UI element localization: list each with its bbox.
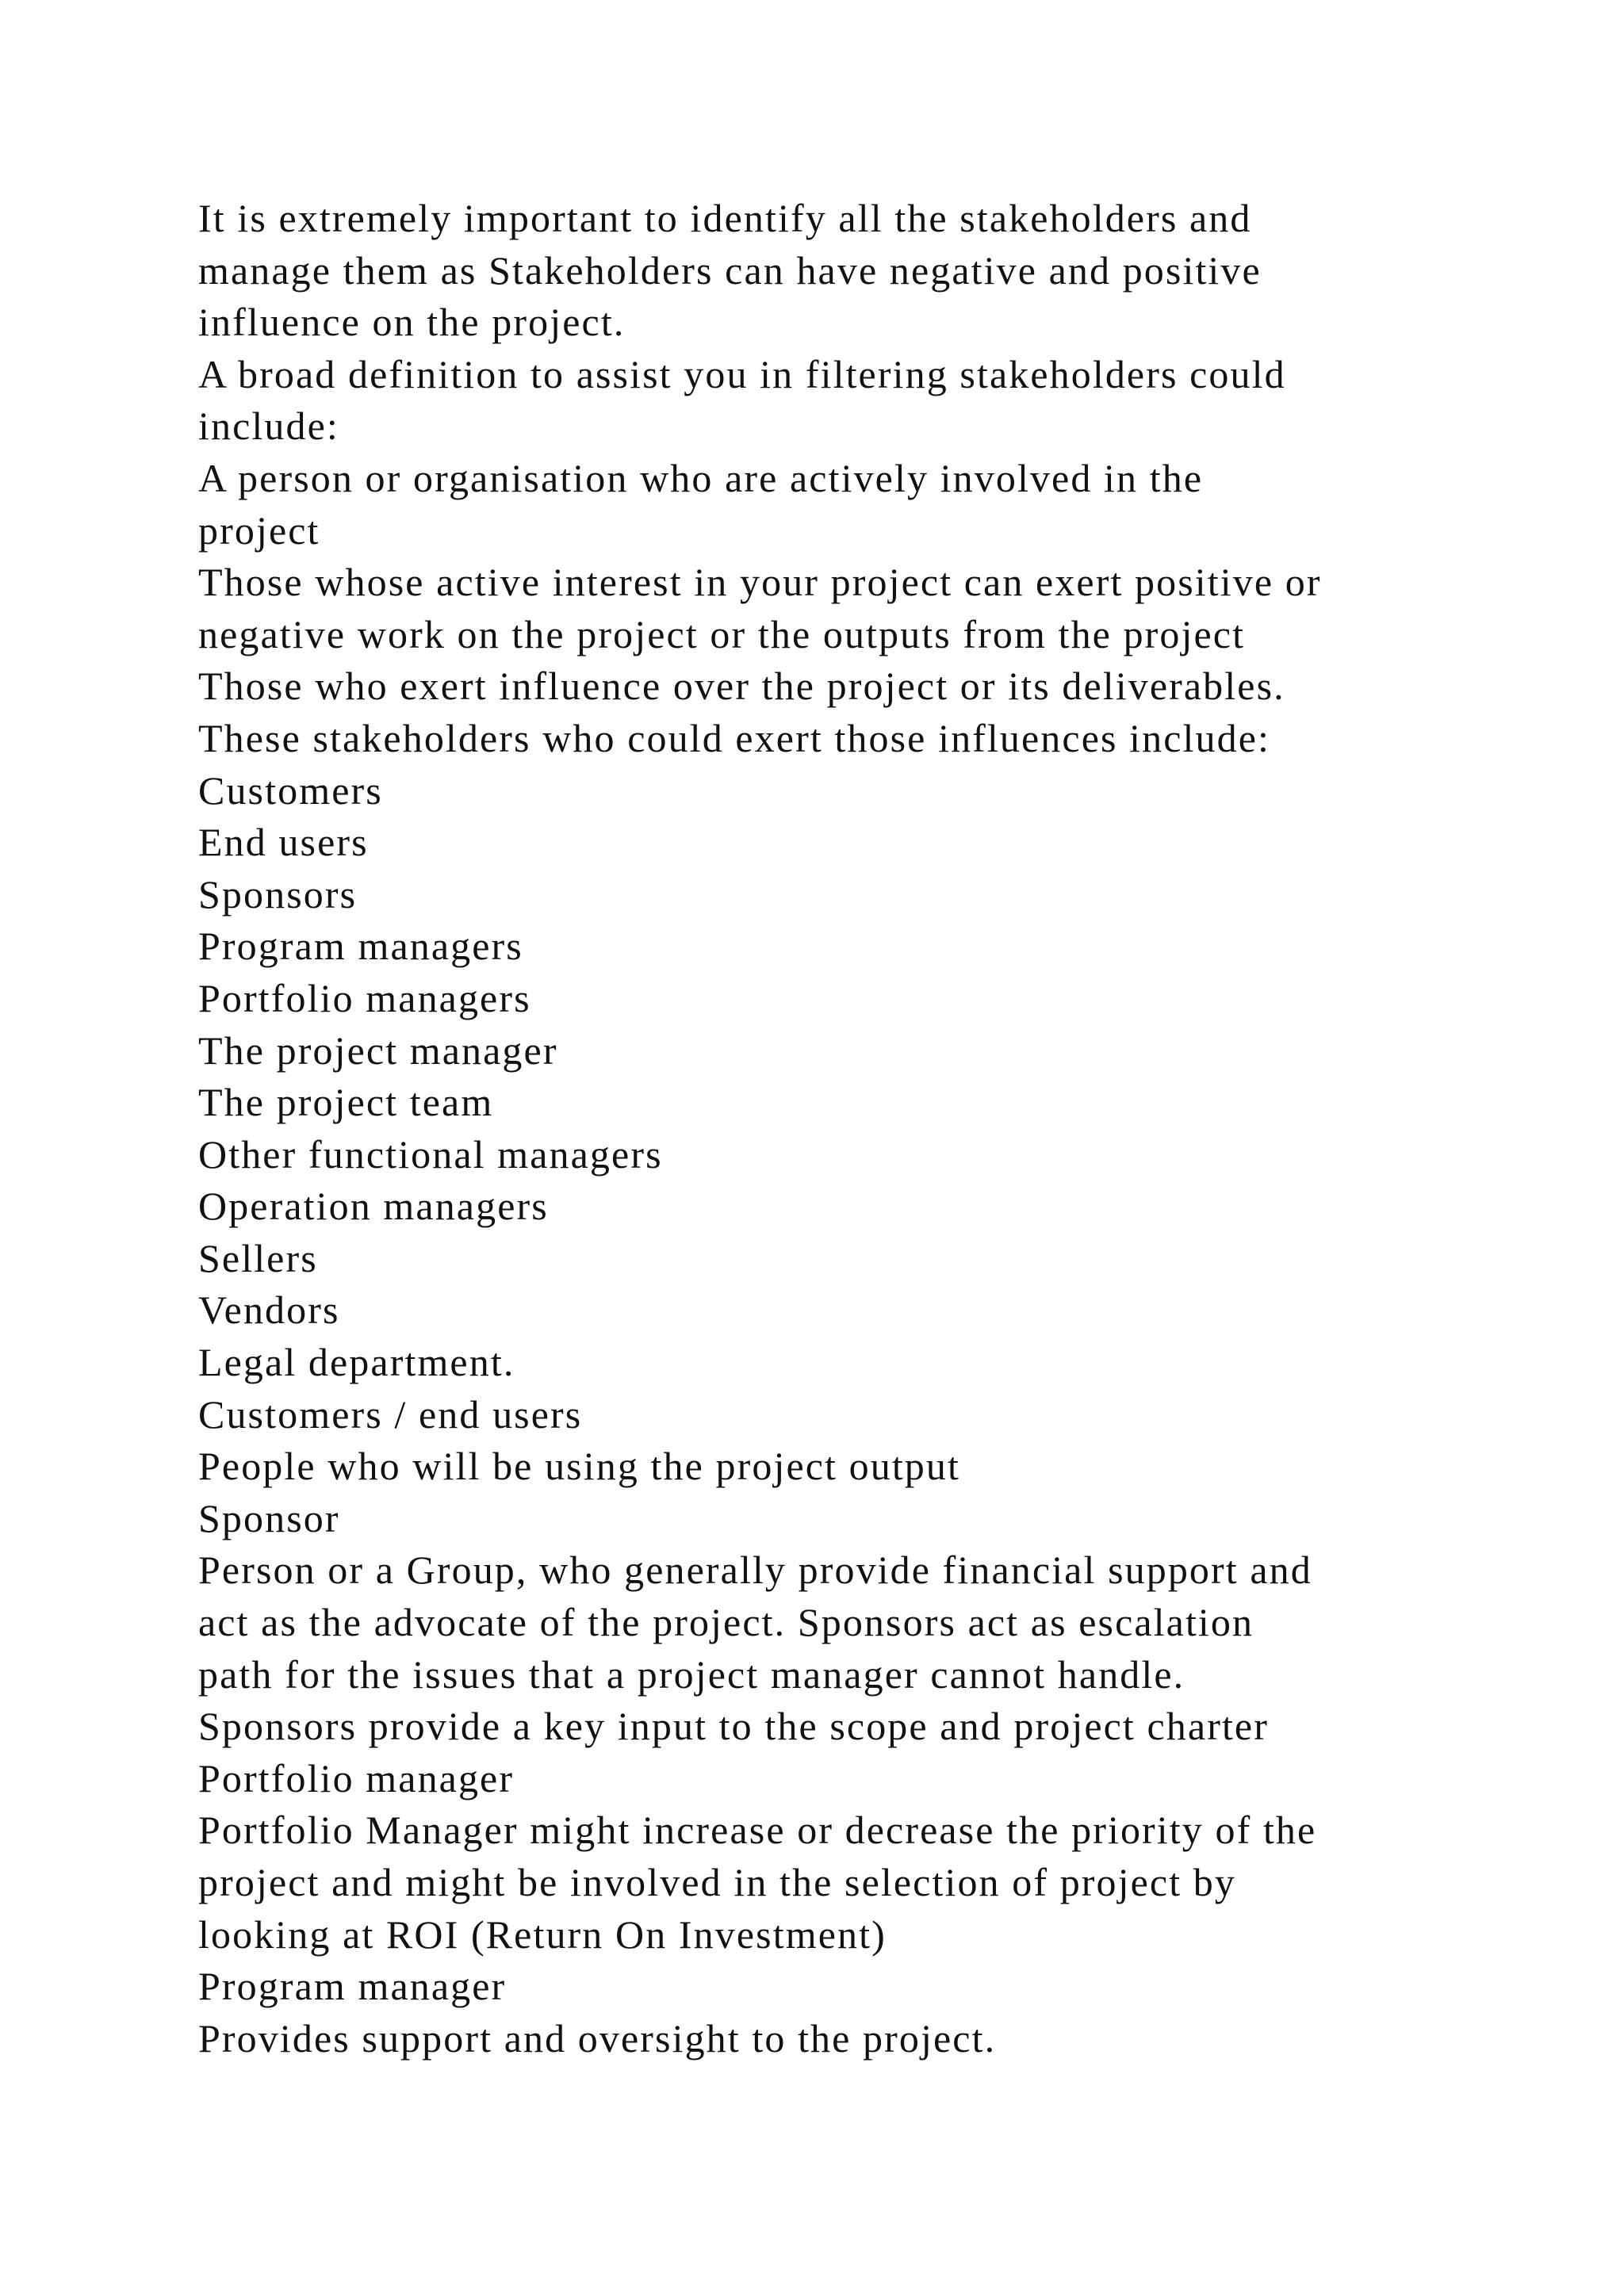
list-item: Legal department. [198,1340,515,1385]
list-item: Customers [198,767,383,813]
text-line: Those whose active interest in your project can exert positive or [198,560,1322,605]
list-item: End users [198,820,369,865]
list-item: Operation managers [198,1184,549,1229]
list-item: Program managers [198,924,523,969]
list-item: Portfolio managers [198,975,531,1020]
text-line: negative work on the project or the outputs from the project [198,611,1246,656]
text-line: project [198,507,320,553]
text-line: These stakeholders who could exert those influences include: [198,715,1271,760]
text-line: People who will be using the project output [198,1444,961,1489]
text-line: include: [198,404,339,449]
text-line: manage them as Stakeholders can have negative and positive [198,247,1262,293]
text-line: act as the advocate of the project. Sponsors act as escalation [198,1600,1254,1645]
text-line: A person or organisation who are actively involved in the [198,455,1204,500]
section-heading: Sponsor [198,1495,340,1540]
list-item: Sponsors [198,871,358,916]
text-line: Those who exert influence over the project or its deliverables. [198,664,1285,709]
section-heading: Portfolio manager [198,1755,515,1800]
list-item: The project manager [198,1027,558,1073]
list-item: Sellers [198,1235,318,1280]
text-line: Provides support and oversight to the project. [198,2015,997,2061]
list-item: The project team [198,1080,494,1125]
text-line: It is extremely important to identify all the stakeholders and [198,196,1252,240]
text-line: Portfolio Manager might increase or decrease the priority of the [198,1808,1317,1853]
section-heading: Program manager [198,1964,507,2009]
document-body [198,193,1467,2064]
text-line: influence on the project. [198,300,626,345]
list-item: Vendors [198,1288,340,1333]
text-line: path for the issues that a project manager cannot handle. [198,1651,1185,1697]
text-line: Person or a Group, who generally provide financial support and [198,1548,1312,1593]
text-line: Sponsors provide a key input to the scope and project charter [198,1704,1269,1749]
text-line: looking at ROI (Return On Investment) [198,1911,887,1957]
section-heading: Customers / end users [198,1391,583,1437]
text-line: project and might be involved in the selection of project by [198,1860,1237,1904]
list-item: Other functional managers [198,1131,663,1177]
text-line: A broad definition to assist you in filtering stakeholders could [198,351,1286,396]
